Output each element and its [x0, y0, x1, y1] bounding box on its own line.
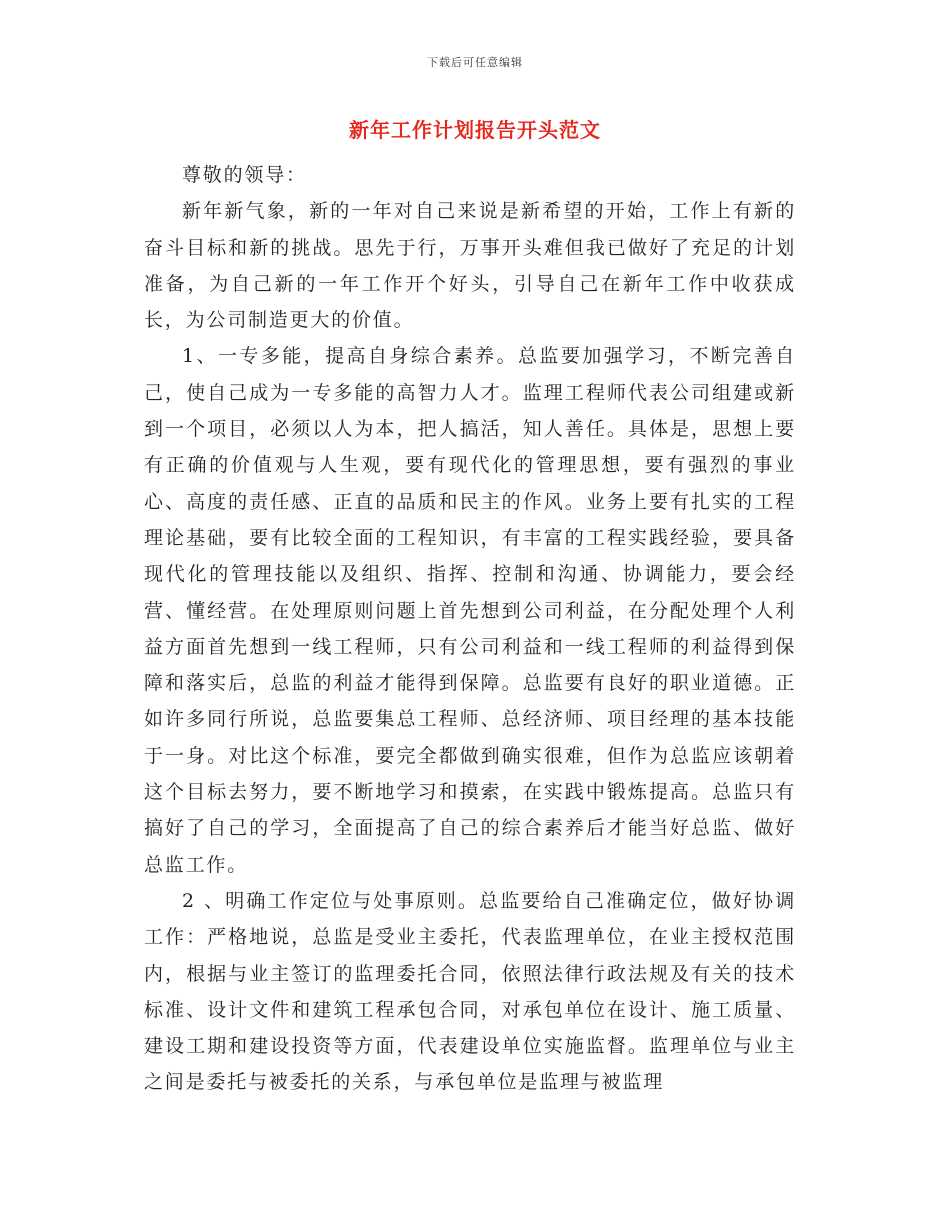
section-1-paragraph: 1、一专多能，提高自身综合素养。总监要加强学习，不断完善自己，使自己成为一专多能的高智力人才。监理工程师代表公司组建或新到一个项目，必须以人为本，把人搞活，知人善任。具体是，思想上要有正确的价值观与人生观，要有现代化的管理思想，要有强烈的事业心、高度的责任感、正直的品质和民主的作风。业务上要有扎实的工程理论基础，要有比较全面的工程知识，有丰富的工程实践经验，要具备现代化的管理技能以及组织、指挥、控制和沟通、协调能力，要会经营、懂经营。在处理原则问题上首先想到公司利益，在分配处理个人利益方面首先想到一线工程师，只有公司利益和一线工程师的利益得到保障和落实后，总监的利益才能得到保障。总监要有良好的职业道德。正如许多同行所说，总监要集总工程师、总经济师、项目经理的基本技能于一身。对比这个标准，要完全都做到确实很难，但作为总监应该朝着这个目标去努力，要不断地学习和摸索，在实践中锻炼提高。总监只有搞好了自己的学习，全面提高了自己的综合素养后才能当好总监、做好总监工作。	[144, 345, 796, 876]
document-body	[144, 157, 796, 1101]
page-header-note: 下载后可任意编辑	[427, 56, 523, 69]
salutation-paragraph: 尊敬的领导：	[182, 164, 307, 186]
document-title: 新年工作计划报告开头范文	[349, 118, 601, 142]
intro-paragraph: 新年新气象，新的一年对自己来说是新希望的开始，工作上有新的奋斗目标和新的挑战。思先于行，万事开头难但我已做好了充足的计划准备，为自己新的一年工作开个好头，引导自己在新年工作中收获成长，为公司制造更大的价值。	[144, 200, 796, 332]
section-2-paragraph: 2 、明确工作定位与处事原则。总监要给自己准确定位，做好协调工作：严格地说，总监是受业主委托，代表监理单位，在业主授权范围内，根据与业主签订的监理委托合同，依照法律行政法规及有关的技术标准、设计文件和建筑工程承包合同，对承包单位在设计、施工质量、建设工期和建设投资等方面，代表建设单位实施监督。监理单位与业主之间是委托与被委托的关系，与承包单位是监理与被监理	[144, 889, 796, 1094]
